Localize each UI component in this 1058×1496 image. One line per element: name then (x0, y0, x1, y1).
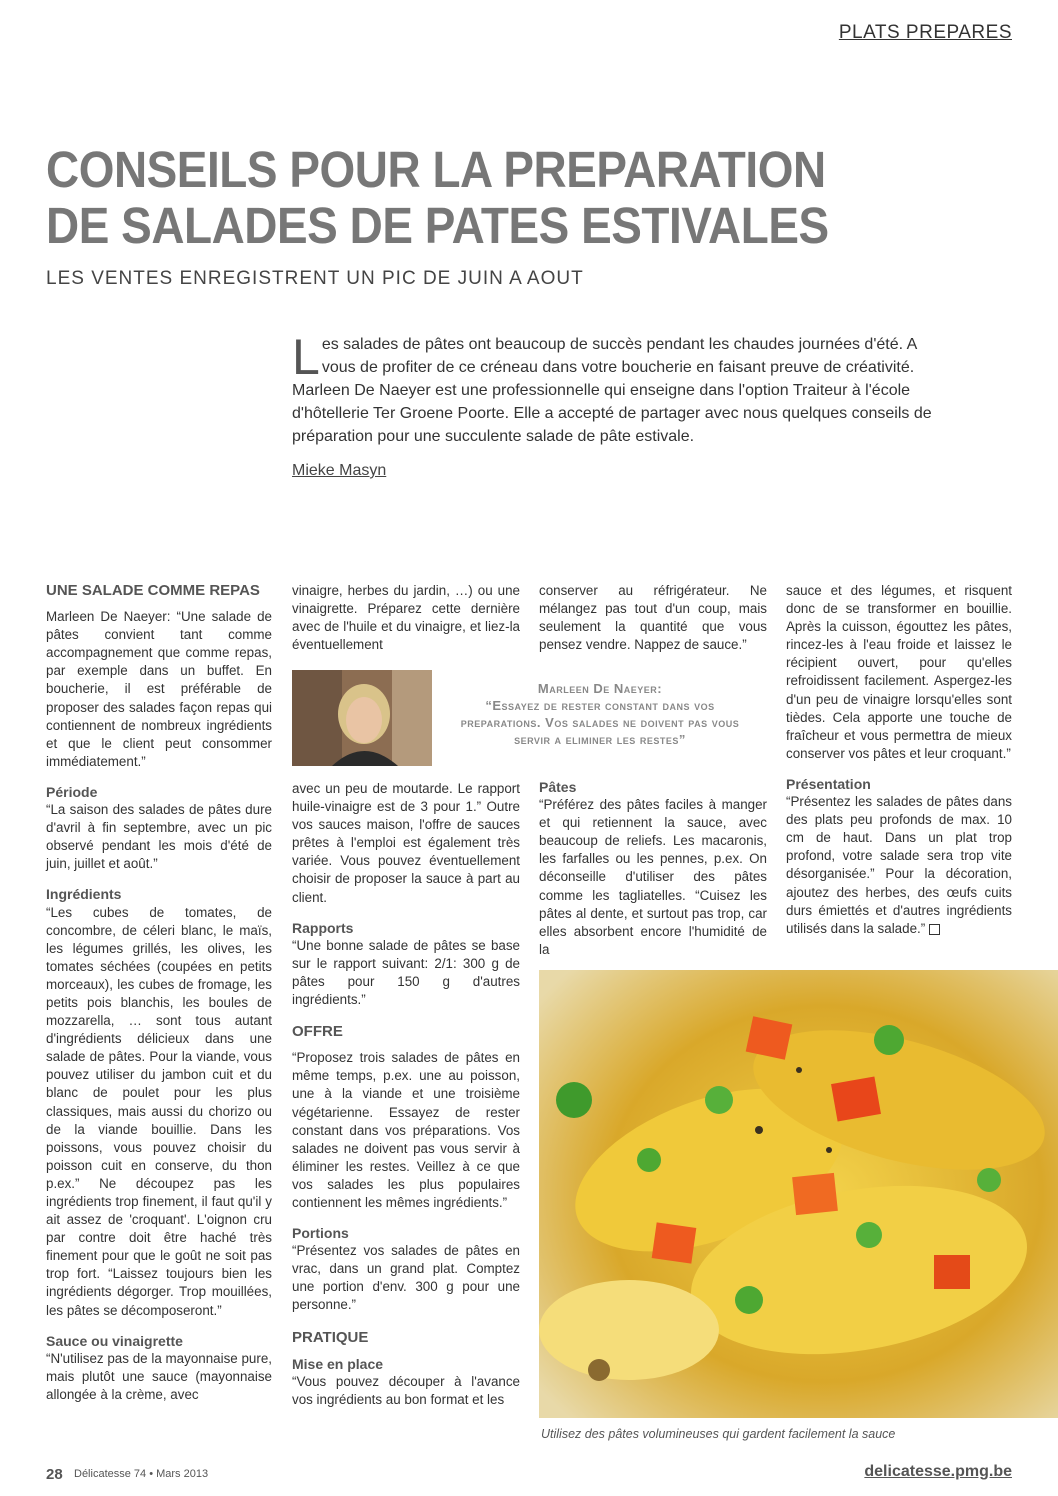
intro-paragraph (292, 329, 942, 448)
subheading: Présentation (786, 775, 871, 792)
subheading: Sauce ou vinaigrette (46, 1332, 183, 1349)
paragraph: “Les cubes de tomates, de concombre, de céleri blanc, le maïs, les légumes grillés, les olives, les tomates séchées (coupées en petits morceaux), les cubes de fromage, les petits pois blanchis, les boules de mozzarella, … sont tous autant d'ingrédients délicieux dans une salade de pâtes. Pour la viande, vous pouvez utiliser du jambon cuit et du blanc de poulet pour les plus classiques, mais aussi du chorizo ou de la viande bouillie. Dans les poissons, vous pouvez choisir du poisson cuit en conserve, du thon p.ex.” Ne découpez pas les ingrédients trop finement, il faut qu'il y ait assez de 'croquant'. L'oignon cru par contre doit être haché très finement pour que le goût ne soit pas trop fort. “Laissez toujours bien les ingrédients dégorger. Trop mouillées, les pâtes se décomposeront.” (46, 904, 272, 1318)
paragraph: “N'utilisez pas de la mayonnaise pure, mais plutôt une sauce (mayonnaise allongée à la crème, avec (46, 1350, 272, 1402)
subtitle: LES VENTES ENREGISTRENT UN PIC DE JUIN A AOUT (46, 268, 584, 289)
paragraph: avec un peu de moutarde. Le rapport huile-vinaigre est de 3 pour 1.” Outre vos sauces maison, l'offre de sauces prêtes à l'emploi est également très variée. Vous pouvez éventuellement choisir de proposer la sauce à part au client. (292, 781, 520, 905)
end-mark-icon (929, 924, 940, 935)
portrait-photo (292, 670, 432, 766)
headline (46, 142, 856, 254)
paragraph: sauce et des légumes, et risquent donc de se transformer en bouillie. Après la cuisson, égouttez les pâtes, rincez-les à l'eau froide et laissez le récipient ouvert, pour qu'elles refroidissent facilement. Aspergez-les d'un peu de vinaigre lorsqu'elles sont tièdes. Cela apporte une touche de fraîcheur et vous permettra de mieux conserver vos pâtes et leur croquant.” (786, 583, 1012, 761)
article-column-2-top (292, 582, 520, 654)
intro-text: es salades de pâtes ont beaucoup de succès pendant les chaudes journées d'été. A vous de profiter de ce créneau dans votre boucherie en faisant preuve de créativité. Marleen De Naeyer est une professionnelle qui enseigne dans l'option Traiteur à l'école d'hôtellerie Ter Groene Poorte. Elle a accepté de partager avec nous quelques conseils de préparation pour une succulente salade de pâte estivale. (292, 336, 932, 445)
pasta-salad-photo (539, 970, 1058, 1418)
photo-caption: Utilisez des pâtes volumineuses qui gardent facilement la sauce (541, 1427, 896, 1441)
paragraph: conserver au réfrigérateur. Ne mélangez pas tout d'un coup, mais seulement la quantité que vous pensez vendre. Nappez de sauce.” (539, 583, 767, 653)
subheading: Période (46, 783, 98, 800)
paragraph: “La saison des salades de pâtes dure d'avril à fin septembre, avec un pic observé pendant les mois d'été de juin, juillet et août.” (46, 802, 272, 872)
author-byline[interactable]: Mieke Masyn (292, 462, 387, 479)
pull-quote-name: Marleen De Naeyer: (537, 681, 663, 696)
pull-quote (450, 680, 750, 748)
subheading: Rapports (292, 919, 354, 936)
paragraph (786, 793, 1012, 938)
section-label: PLATS PREPARES (838, 22, 1012, 43)
page-number: 28 (46, 1466, 63, 1483)
paragraph: Marleen De Naeyer: “Une salade de pâtes convient tant comme accompagnement que comme repas, par exemple dans un buffet. En boucherie, il est préférable de proposer des salades façon repas qui contiennent de nombreux ingrédients et que le client peut consommer immédiatement.” (46, 609, 272, 769)
paragraph: “Une bonne salade de pâtes se base sur le rapport suivant: 2/1: 300 g de pâtes pour 150 g d'autres ingrédients.” (292, 937, 520, 1008)
section-heading: PRATIQUE (292, 1328, 369, 1346)
magazine-issue: Délicatesse 74 • Mars 2013 (74, 1468, 209, 1480)
article-column-1 (46, 582, 272, 1404)
paragraph: “Proposez trois salades de pâtes en même temps, p.ex. une au poisson, une à la viande et une troisième végétarienne. Essayez de rester constant dans vos préparations. Vos salades ne doivent pas vous servir à éliminer les restes. Veillez à ce que vos salades les plus populaires contiennent les mêmes ingrédients.” (292, 1050, 520, 1210)
paragraph: “Présentez vos salades de pâtes en vrac, dans un grand plat. Comptez une portion d'env. 300 g pour une personne.” (292, 1243, 520, 1313)
paragraph: vinaigre, herbes du jardin, …) ou une vinaigrette. Préparez cette dernière avec de l'huile et du vinaigre, et liez-la éventuellement (292, 583, 520, 653)
headline-line-1: CONSEILS POUR LA PREPARATION (46, 141, 826, 198)
article-column-4 (786, 582, 1012, 938)
section-heading: OFFRE (292, 1023, 343, 1041)
paragraph: “Vous pouvez découper à l'avance vos ingrédients au bon format et les (292, 1373, 520, 1407)
article-column-3-top (539, 582, 767, 654)
paragraph: “Préférez des pâtes faciles à manger et qui retiennent la sauce, avec beaucoup de reliefs. Les macaronis, les farfalles ou les pennes, p.ex. On déconseille d'utiliser des pâtes comme les tagliatelles. “Cuisez les pâtes al dente, et surtout pas trop, car elles absorbent encore l'humidité de la (539, 797, 767, 957)
drop-cap: L (292, 329, 320, 385)
article-column-3-bottom (539, 778, 767, 959)
paragraph-text: “Présentez les salades de pâtes dans des plats peu profonds de max. 10 cm de haut. Dans un plat trop profond, votre salade sera trop vite désorganisée.” Pour la décoration, ajoutez des herbes, des œufs cuits durs émiettés et d'autres ingrédients utilisés dans la salade.” (786, 794, 1012, 936)
subheading: Ingrédients (46, 886, 122, 903)
article-column-2-bottom (292, 780, 520, 1409)
headline-line-2: DE SALADES DE PATES ESTIVALES (46, 197, 829, 254)
section-heading: UNE SALADE COMME REPAS (46, 582, 260, 599)
subheading: Portions (292, 1225, 349, 1242)
subheading: Mise en place (292, 1355, 384, 1372)
pull-quote-text: “Essayez de rester constant dans vos preparations. Vos salades ne doivent pas vous servir a eliminer les restes” (460, 698, 740, 747)
website-link[interactable]: delicatesse.pmg.be (864, 1463, 1012, 1480)
subheading: Pâtes (539, 779, 577, 795)
